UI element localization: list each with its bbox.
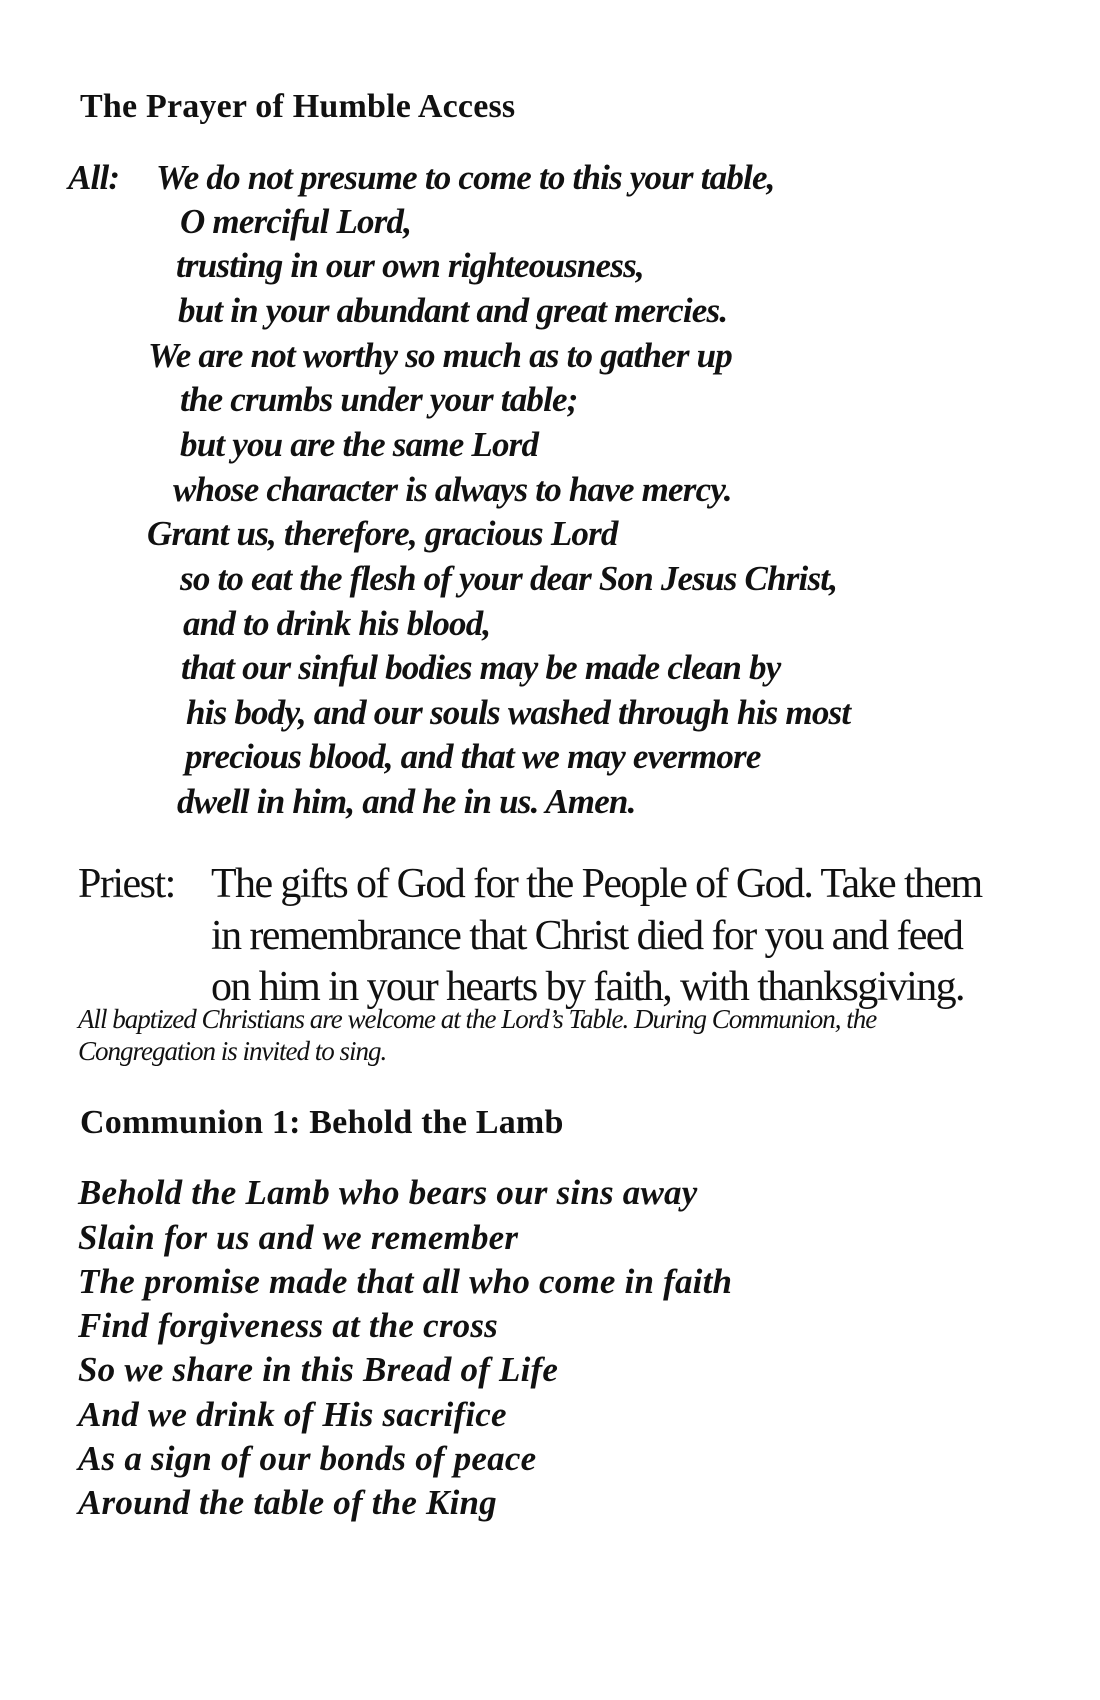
prayer-line: We do not presume to come to this your table, xyxy=(156,158,775,197)
invitation-line: The gifts of God for the People of God. Take them xyxy=(211,861,982,907)
prayer-line: whose character is always to have mercy. xyxy=(173,470,732,509)
prayer-line: so to eat the flesh of your dear Son Jesus Christ, xyxy=(180,559,838,598)
rubric-line: Congregation is invited to sing. xyxy=(78,1036,387,1066)
hymn-line: Around the table of the King xyxy=(78,1483,497,1522)
hymn-line: Slain for us and we remember xyxy=(78,1218,519,1257)
prayer-line: Grant us, therefore, gracious Lord xyxy=(147,514,618,553)
prayer-line: We are not worthy so much as to gather up xyxy=(148,336,733,375)
prayer-line: the crumbs under your table; xyxy=(180,380,578,419)
prayer-line: his body, and our souls washed through his most xyxy=(186,693,851,732)
prayer-line: O merciful Lord, xyxy=(180,202,412,241)
hymn-line: So we share in this Bread of Life xyxy=(78,1350,559,1389)
speaker-label-priest: Priest: xyxy=(78,861,175,907)
invitation-line: on him in your hearts by faith, with thanksgiving. xyxy=(211,964,964,1010)
hymn-line: As a sign of our bonds of peace xyxy=(78,1439,537,1478)
prayer-line: but in your abundant and great mercies. xyxy=(178,291,728,330)
hymn-line: Find forgiveness at the cross xyxy=(78,1306,498,1345)
prayer-line: trusting in our own righteousness, xyxy=(176,246,644,285)
prayer-line: and to drink his blood, xyxy=(183,604,491,643)
invitation-line: in remembrance that Christ died for you and feed xyxy=(211,913,963,959)
speaker-label-all: All: xyxy=(68,158,120,197)
prayer-line: dwell in him, and he in us. Amen. xyxy=(177,782,636,821)
hymn-line: Behold the Lamb who bears our sins away xyxy=(78,1173,698,1212)
rubric-line: All baptized Christians are welcome at the Lord’s Table. During Communion, the xyxy=(78,1004,877,1034)
hymn-line: The promise made that all who come in faith xyxy=(78,1262,733,1301)
prayer-title: The Prayer of Humble Access xyxy=(80,88,516,125)
hymn-title: Communion 1: Behold the Lamb xyxy=(80,1104,564,1141)
prayer-line: but you are the same Lord xyxy=(180,425,539,464)
prayer-line: precious blood, and that we may evermore xyxy=(185,737,761,776)
prayer-line: that our sinful bodies may be made clean by xyxy=(181,648,781,687)
hymn-line: And we drink of His sacrifice xyxy=(78,1395,507,1434)
